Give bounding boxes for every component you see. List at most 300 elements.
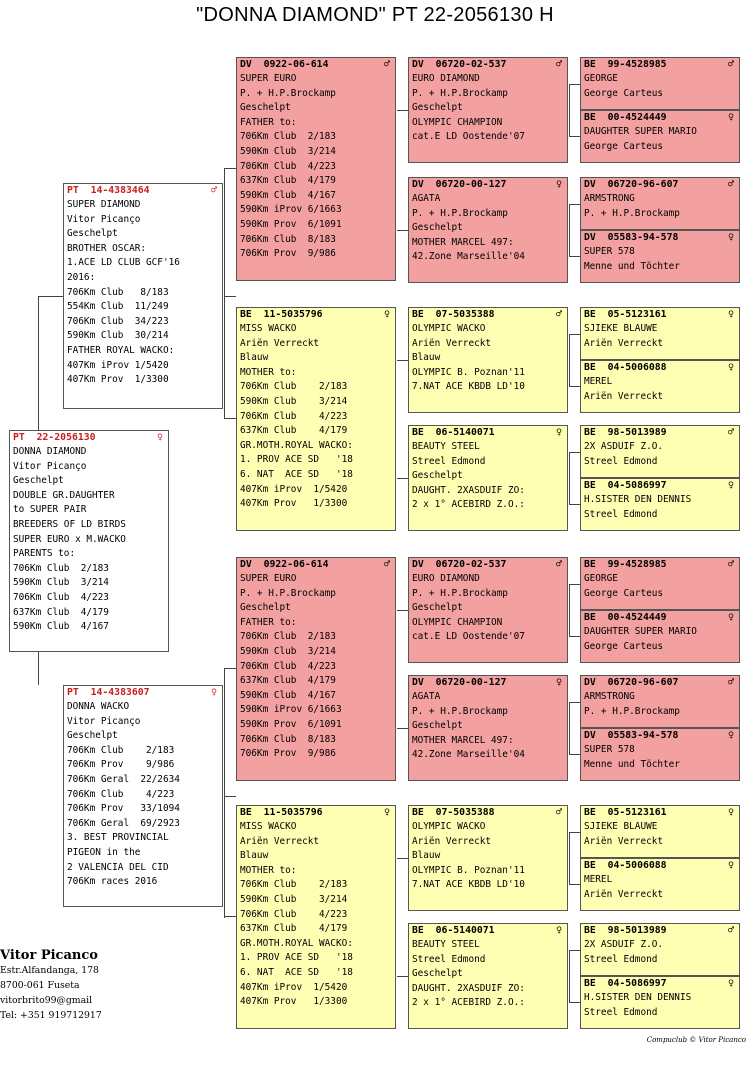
connector-line xyxy=(569,334,580,335)
card-line: ARMSTRONG xyxy=(584,691,635,702)
connector-line xyxy=(397,110,408,111)
card-line: 590Km Club 3/214 xyxy=(240,395,348,407)
female-symbol-icon: ♀ xyxy=(555,427,562,438)
ring-label: BE 04-5086997 xyxy=(584,480,667,491)
card-line: George Carteus xyxy=(584,587,664,599)
card-line: 706Km Club 4/223 xyxy=(240,410,348,422)
male-symbol-icon: ♂ xyxy=(727,179,734,190)
ring-number xyxy=(237,308,395,322)
connector-line xyxy=(569,334,570,387)
card-line: Geschelpt xyxy=(412,470,463,482)
card-line: DONNA WACKO xyxy=(67,701,130,712)
pigeon-card-sd xyxy=(236,307,396,531)
connector-line xyxy=(224,168,225,296)
ring-number xyxy=(581,231,739,245)
ring-number xyxy=(581,806,739,820)
ring-number xyxy=(581,111,739,125)
ring-number xyxy=(237,58,395,72)
connector-line xyxy=(569,452,580,453)
card-line: DAUGHT. 2XASDUIF ZO: xyxy=(412,982,525,994)
pigeon-card-g3a xyxy=(580,307,740,360)
card-line: George Carteus xyxy=(584,140,664,152)
pedigree-title: "DONNA DIAMOND" PT 22-2056130 H xyxy=(196,4,554,26)
pigeon-card-g7b xyxy=(580,858,740,911)
owner-city: 8700-061 Fuseta xyxy=(0,980,80,991)
connector-line xyxy=(569,702,580,703)
male-symbol-icon: ♂ xyxy=(383,59,390,70)
pigeon-card-g8b xyxy=(580,976,740,1029)
pigeon-card-ddd xyxy=(408,923,568,1029)
card-line: OLYMPIC B. Poznan'11 xyxy=(412,366,525,378)
male-symbol-icon: ♂ xyxy=(555,59,562,70)
female-symbol-icon: ♀ xyxy=(727,232,734,243)
card-line: 706Km Club 2/183 xyxy=(240,381,348,393)
female-symbol-icon: ♀ xyxy=(727,807,734,818)
male-symbol-icon: ♂ xyxy=(727,59,734,70)
card-line: 42.Zone Marseille'04 xyxy=(412,251,525,263)
ring-label: BE 05-5123161 xyxy=(584,309,667,320)
card-line: 407Km iProv 1/5420 xyxy=(240,483,348,495)
connector-line xyxy=(569,204,570,257)
ring-number xyxy=(409,58,567,72)
card-line: 706Km Prov 9/986 xyxy=(67,759,175,771)
female-symbol-icon: ♀ xyxy=(555,925,562,936)
card-line: SUPER EURO x M.WACKO xyxy=(13,533,126,545)
card-line: 590Km iProv 6/1663 xyxy=(240,204,342,216)
ring-number xyxy=(409,308,567,322)
card-line: GEORGE xyxy=(584,73,618,84)
ring-label: DV 06720-02-537 xyxy=(412,559,507,570)
pigeon-card-dds xyxy=(408,805,568,911)
male-symbol-icon: ♂ xyxy=(210,185,217,196)
connector-line xyxy=(569,584,580,585)
card-line: 3. BEST PROVINCIAL xyxy=(67,832,169,844)
male-symbol-icon: ♂ xyxy=(727,559,734,570)
ring-number xyxy=(581,924,739,938)
card-line: FATHER to: xyxy=(240,116,297,128)
connector-line xyxy=(38,296,39,430)
card-line: 706Km Club 4/223 xyxy=(240,660,336,672)
ring-label: BE 07-5035388 xyxy=(412,309,495,320)
connector-line xyxy=(224,296,225,418)
card-line: 7.NAT ACE KBDB LD'10 xyxy=(412,879,525,891)
connector-line xyxy=(224,296,236,297)
card-line: 637Km Club 4/179 xyxy=(240,425,348,437)
ring-label: DV 0922-06-614 xyxy=(240,59,329,70)
card-line: 706Km Prov 9/986 xyxy=(240,748,336,760)
pigeon-card-g5b xyxy=(580,610,740,663)
ring-label: BE 99-4528985 xyxy=(584,559,667,570)
card-line: 706Km races 2016 xyxy=(67,876,158,888)
card-line: 706Km Club 4/223 xyxy=(240,160,336,172)
pigeon-card-sss xyxy=(408,57,568,163)
male-symbol-icon: ♂ xyxy=(383,559,390,570)
male-symbol-icon: ♂ xyxy=(727,677,734,688)
owner-block xyxy=(0,948,102,1023)
ring-number xyxy=(581,361,739,375)
female-symbol-icon: ♀ xyxy=(555,677,562,688)
card-line: Ariën Verreckt xyxy=(584,888,664,900)
connector-line xyxy=(569,136,580,137)
owner-address: Estr.Alfandanga, 178 xyxy=(0,965,99,976)
card-line: Geschelpt xyxy=(412,222,463,234)
pigeon-card-g4a xyxy=(580,425,740,478)
pigeon-card-g2b xyxy=(580,230,740,283)
pigeon-card-g4b xyxy=(580,478,740,531)
card-line: 1. PROV ACE SD '18 xyxy=(240,952,353,964)
card-line: Blauw xyxy=(412,850,441,862)
owner-phone: Tel: +351 919712917 xyxy=(0,1010,102,1021)
card-line: Streel Edmond xyxy=(584,953,658,965)
card-line: 706Km Prov 9/986 xyxy=(240,248,336,260)
female-symbol-icon: ♀ xyxy=(727,309,734,320)
card-line: Ariën Verreckt xyxy=(240,337,320,349)
card-line: EURO DIAMOND xyxy=(412,73,480,84)
card-line: Geschelpt xyxy=(412,102,463,114)
pigeon-card-sdd xyxy=(408,425,568,531)
female-symbol-icon: ♀ xyxy=(383,807,390,818)
card-line: Geschelpt xyxy=(412,602,463,614)
male-symbol-icon: ♂ xyxy=(727,427,734,438)
card-line: P. + H.P.Brockamp xyxy=(412,705,508,717)
card-line: 2X ASDUIF Z.O. xyxy=(584,441,664,452)
ring-label: BE 98-5013989 xyxy=(584,427,667,438)
owner-name: Vitor Picanco xyxy=(0,948,98,963)
pigeon-card-sire xyxy=(63,183,223,409)
card-line: DONNA DIAMOND xyxy=(13,446,87,457)
connector-line xyxy=(569,84,570,137)
card-line: 407Km iProv 1/5420 xyxy=(240,981,348,993)
card-line: Streel Edmond xyxy=(584,455,658,467)
ring-label: BE 00-4524449 xyxy=(584,112,667,123)
ring-number xyxy=(10,431,168,445)
pigeon-card-g8a xyxy=(580,923,740,976)
card-line: 407Km iProv 1/5420 xyxy=(67,359,169,371)
card-line: Geschelpt xyxy=(13,475,64,487)
card-line: Ariën Verreckt xyxy=(584,337,664,349)
card-line: 2016: xyxy=(67,271,96,283)
card-line: DAUGHTER SUPER MARIO xyxy=(584,626,697,637)
female-symbol-icon: ♀ xyxy=(727,860,734,871)
connector-line xyxy=(569,204,580,205)
card-line: AGATA xyxy=(412,691,441,702)
card-line: OLYMPIC B. Poznan'11 xyxy=(412,864,525,876)
card-line: 590Km Club 3/214 xyxy=(240,893,348,905)
card-line: BEAUTY STEEL xyxy=(412,441,480,452)
card-line: OLYMPIC WACKO xyxy=(412,821,486,832)
card-line: ARMSTRONG xyxy=(584,193,635,204)
pigeon-card-g6b xyxy=(580,728,740,781)
connector-line xyxy=(397,230,408,231)
female-symbol-icon: ♀ xyxy=(210,687,217,698)
card-line: Streel Edmond xyxy=(412,953,486,965)
footer-credit: Compuclub © Vitor Picanco xyxy=(646,1036,746,1044)
connector-line xyxy=(569,884,580,885)
pigeon-card-dam xyxy=(63,685,223,907)
ring-number xyxy=(409,178,567,192)
card-line: Vitor Picanço xyxy=(67,715,141,727)
ring-label: BE 00-4524449 xyxy=(584,612,667,623)
ring-label: DV 06720-96-607 xyxy=(584,677,679,688)
connector-line xyxy=(397,976,408,977)
card-line: 590Km Club 3/214 xyxy=(240,145,336,157)
ring-number xyxy=(581,611,739,625)
card-line: P. + H.P.Brockamp xyxy=(240,587,336,599)
card-line: Streel Edmond xyxy=(584,508,658,520)
card-line: 590Km iProv 6/1663 xyxy=(240,704,342,716)
ring-number xyxy=(581,977,739,991)
card-line: Geschelpt xyxy=(240,602,291,614)
connector-line xyxy=(38,652,39,685)
card-line: Blauw xyxy=(240,850,269,862)
ring-label: BE 04-5006088 xyxy=(584,860,667,871)
card-line: 706Km Club 2/183 xyxy=(13,562,109,574)
card-line: Ariën Verreckt xyxy=(412,337,492,349)
owner-email: vitorbrito99@gmail xyxy=(0,995,93,1006)
connector-line xyxy=(569,386,580,387)
ring-number xyxy=(581,479,739,493)
connector-line xyxy=(224,418,236,419)
connector-line xyxy=(569,950,570,1003)
ring-label: PT 14-4383607 xyxy=(67,687,150,698)
card-line: 1.ACE LD CLUB GCF'16 xyxy=(67,257,180,269)
card-line: 637Km Club 4/179 xyxy=(13,606,109,618)
card-line: 706Km Geral 69/2923 xyxy=(67,817,180,829)
connector-line xyxy=(569,1002,580,1003)
female-symbol-icon: ♀ xyxy=(727,730,734,741)
ring-number xyxy=(64,686,222,700)
ring-label: BE 06-5140071 xyxy=(412,925,495,936)
card-line: SUPER EURO xyxy=(240,573,297,584)
pigeon-card-g1b xyxy=(580,110,740,163)
ring-label: BE 07-5035388 xyxy=(412,807,495,818)
card-line: P. + H.P.Brockamp xyxy=(412,87,508,99)
pigeon-card-g3b xyxy=(580,360,740,413)
card-line: 706Km Club 8/183 xyxy=(67,286,169,298)
ring-number xyxy=(64,184,222,198)
card-line: Blauw xyxy=(412,352,441,364)
ring-label: BE 04-5006088 xyxy=(584,362,667,373)
pigeon-card-g6a xyxy=(580,675,740,728)
card-line: 706Km Club 4/223 xyxy=(13,591,109,603)
connector-line xyxy=(38,296,63,297)
card-line: 706Km Club 4/223 xyxy=(67,788,175,800)
card-line: 6. NAT ACE SD '18 xyxy=(240,468,353,480)
male-symbol-icon: ♂ xyxy=(555,309,562,320)
ring-number xyxy=(581,178,739,192)
card-line: 590Km Club 3/214 xyxy=(13,577,109,589)
card-line: DAUGHTER SUPER MARIO xyxy=(584,126,697,137)
ring-label: PT 22-2056130 xyxy=(13,432,96,443)
card-line: MISS WACKO xyxy=(240,323,297,334)
pigeon-card-subject xyxy=(9,430,169,652)
card-line: 6. NAT ACE SD '18 xyxy=(240,966,353,978)
pigeon-card-ssd xyxy=(408,177,568,283)
connector-line xyxy=(397,610,408,611)
card-line: Vitor Picanço xyxy=(67,213,141,225)
card-line: 637Km Club 4/179 xyxy=(240,175,336,187)
card-line: OLYMPIC CHAMPION xyxy=(412,616,503,628)
pigeon-card-ss xyxy=(236,57,396,281)
pigeon-card-g7a xyxy=(580,805,740,858)
connector-line xyxy=(569,702,570,755)
card-line: MEREL xyxy=(584,376,613,387)
card-line: 2 VALENCIA DEL CID xyxy=(67,861,169,873)
ring-label: BE 98-5013989 xyxy=(584,925,667,936)
card-line: EURO DIAMOND xyxy=(412,573,480,584)
card-line: P. + H.P.Brockamp xyxy=(584,207,680,219)
connector-line xyxy=(224,796,225,918)
ring-number xyxy=(581,558,739,572)
connector-line xyxy=(569,832,580,833)
ring-number xyxy=(581,426,739,440)
card-line: 590Km Club 4/167 xyxy=(240,689,336,701)
connector-line xyxy=(224,668,236,669)
card-line: H.SISTER DEN DENNIS xyxy=(584,494,692,505)
ring-label: BE 99-4528985 xyxy=(584,59,667,70)
card-line: Ariën Verreckt xyxy=(584,835,664,847)
male-symbol-icon: ♂ xyxy=(727,925,734,936)
ring-label: PT 14-4383464 xyxy=(67,185,150,196)
card-line: George Carteus xyxy=(584,640,664,652)
card-line: 706Km Club 4/223 xyxy=(240,908,348,920)
ring-label: DV 06720-02-537 xyxy=(412,59,507,70)
card-line: H.SISTER DEN DENNIS xyxy=(584,992,692,1003)
ring-number xyxy=(409,924,567,938)
card-line: MOTHER MARCEL 497: xyxy=(412,236,514,248)
female-symbol-icon: ♀ xyxy=(727,480,734,491)
pigeon-card-ds xyxy=(236,557,396,781)
ring-label: DV 05583-94-578 xyxy=(584,730,679,741)
connector-line xyxy=(569,452,570,505)
ring-label: BE 06-5140071 xyxy=(412,427,495,438)
card-line: BREEDERS OF LD BIRDS xyxy=(13,518,126,530)
female-symbol-icon: ♀ xyxy=(727,362,734,373)
card-line: George Carteus xyxy=(584,87,664,99)
card-line: Ariën Verreckt xyxy=(412,835,492,847)
card-line: 590Km Club 3/214 xyxy=(240,645,336,657)
card-line: Geschelpt xyxy=(67,228,118,240)
card-line: 706Km Geral 22/2634 xyxy=(67,773,180,785)
connector-line xyxy=(224,916,236,917)
female-symbol-icon: ♀ xyxy=(383,309,390,320)
card-line: OLYMPIC WACKO xyxy=(412,323,486,334)
female-symbol-icon: ♀ xyxy=(555,179,562,190)
connector-line xyxy=(397,360,408,361)
card-line: Ariën Verreckt xyxy=(240,835,320,847)
connector-line xyxy=(569,832,570,885)
ring-label: DV 06720-00-127 xyxy=(412,179,507,190)
ring-number xyxy=(409,806,567,820)
ring-label: BE 05-5123161 xyxy=(584,807,667,818)
card-line: DOUBLE GR.DAUGHTER xyxy=(13,489,115,501)
connector-line xyxy=(224,668,225,796)
ring-number xyxy=(237,558,395,572)
card-line: P. + H.P.Brockamp xyxy=(412,587,508,599)
card-line: 706Km Club 8/183 xyxy=(240,233,336,245)
connector-line xyxy=(397,858,408,859)
card-line: cat.E LD Oostende'07 xyxy=(412,131,525,143)
card-line: FATHER ROYAL WACKO: xyxy=(67,344,175,356)
card-line: MOTHER MARCEL 497: xyxy=(412,734,514,746)
female-symbol-icon: ♀ xyxy=(156,432,163,443)
connector-line xyxy=(569,636,580,637)
card-line: 706Km Prov 33/1094 xyxy=(67,803,180,815)
pigeon-card-dsd xyxy=(408,675,568,781)
pigeon-card-g5a xyxy=(580,557,740,610)
card-line: SUPER DIAMOND xyxy=(67,199,141,210)
connector-line xyxy=(397,478,408,479)
card-line: 590Km Prov 6/1091 xyxy=(240,218,342,230)
card-line: Streel Edmond xyxy=(412,455,486,467)
card-line: Blauw xyxy=(240,352,269,364)
ring-number xyxy=(409,558,567,572)
card-line: MISS WACKO xyxy=(240,821,297,832)
card-line: SJIEKE BLAUWE xyxy=(584,821,658,832)
card-line: MEREL xyxy=(584,874,613,885)
connector-line xyxy=(569,584,570,637)
ring-number xyxy=(581,58,739,72)
connector-line xyxy=(397,728,408,729)
connector-line xyxy=(224,796,236,797)
connector-line xyxy=(569,950,580,951)
card-line: SUPER EURO xyxy=(240,73,297,84)
card-line: Geschelpt xyxy=(412,720,463,732)
card-line: 2X ASDUIF Z.O. xyxy=(584,939,664,950)
card-line: AGATA xyxy=(412,193,441,204)
card-line: OLYMPIC CHAMPION xyxy=(412,116,503,128)
card-line: 706Km Club 2/183 xyxy=(240,879,348,891)
card-line: 554Km Club 11/249 xyxy=(67,301,169,313)
card-line: BROTHER OSCAR: xyxy=(67,242,147,254)
card-line: GR.MOTH.ROYAL WACKO: xyxy=(240,439,353,451)
card-line: 407Km Prov 1/3300 xyxy=(240,996,348,1008)
card-line: 590Km Club 30/214 xyxy=(67,330,169,342)
card-line: DAUGHT. 2XASDUIF ZO: xyxy=(412,484,525,496)
card-line: Vitor Picanço xyxy=(13,460,87,472)
card-line: 706Km Club 2/183 xyxy=(67,744,175,756)
card-line: to SUPER PAIR xyxy=(13,504,87,516)
pigeon-card-dd xyxy=(236,805,396,1029)
card-line: Ariën Verreckt xyxy=(584,390,664,402)
card-line: SUPER 578 xyxy=(584,744,635,755)
card-line: Geschelpt xyxy=(412,968,463,980)
card-line: Menne und Töchter xyxy=(584,260,680,272)
male-symbol-icon: ♂ xyxy=(555,807,562,818)
card-line: 590Km Club 4/167 xyxy=(13,621,109,633)
card-line: 7.NAT ACE KBDB LD'10 xyxy=(412,381,525,393)
ring-number xyxy=(581,676,739,690)
ring-number xyxy=(409,676,567,690)
ring-number xyxy=(237,806,395,820)
female-symbol-icon: ♀ xyxy=(727,978,734,989)
male-symbol-icon: ♂ xyxy=(555,559,562,570)
female-symbol-icon: ♀ xyxy=(727,612,734,623)
connector-line xyxy=(569,256,580,257)
card-line: Geschelpt xyxy=(240,102,291,114)
card-line: 42.Zone Marseille'04 xyxy=(412,749,525,761)
ring-label: DV 06720-00-127 xyxy=(412,677,507,688)
card-line: MOTHER to: xyxy=(240,366,297,378)
card-line: GR.MOTH.ROYAL WACKO: xyxy=(240,937,353,949)
ring-label: DV 06720-96-607 xyxy=(584,179,679,190)
ring-number xyxy=(581,308,739,322)
card-line: 407Km Prov 1/3300 xyxy=(240,498,348,510)
ring-label: BE 11-5035796 xyxy=(240,807,323,818)
pigeon-card-g1a xyxy=(580,57,740,110)
card-line: 2 x 1° ACEBIRD Z.O.: xyxy=(412,499,525,511)
pigeon-card-g2a xyxy=(580,177,740,230)
